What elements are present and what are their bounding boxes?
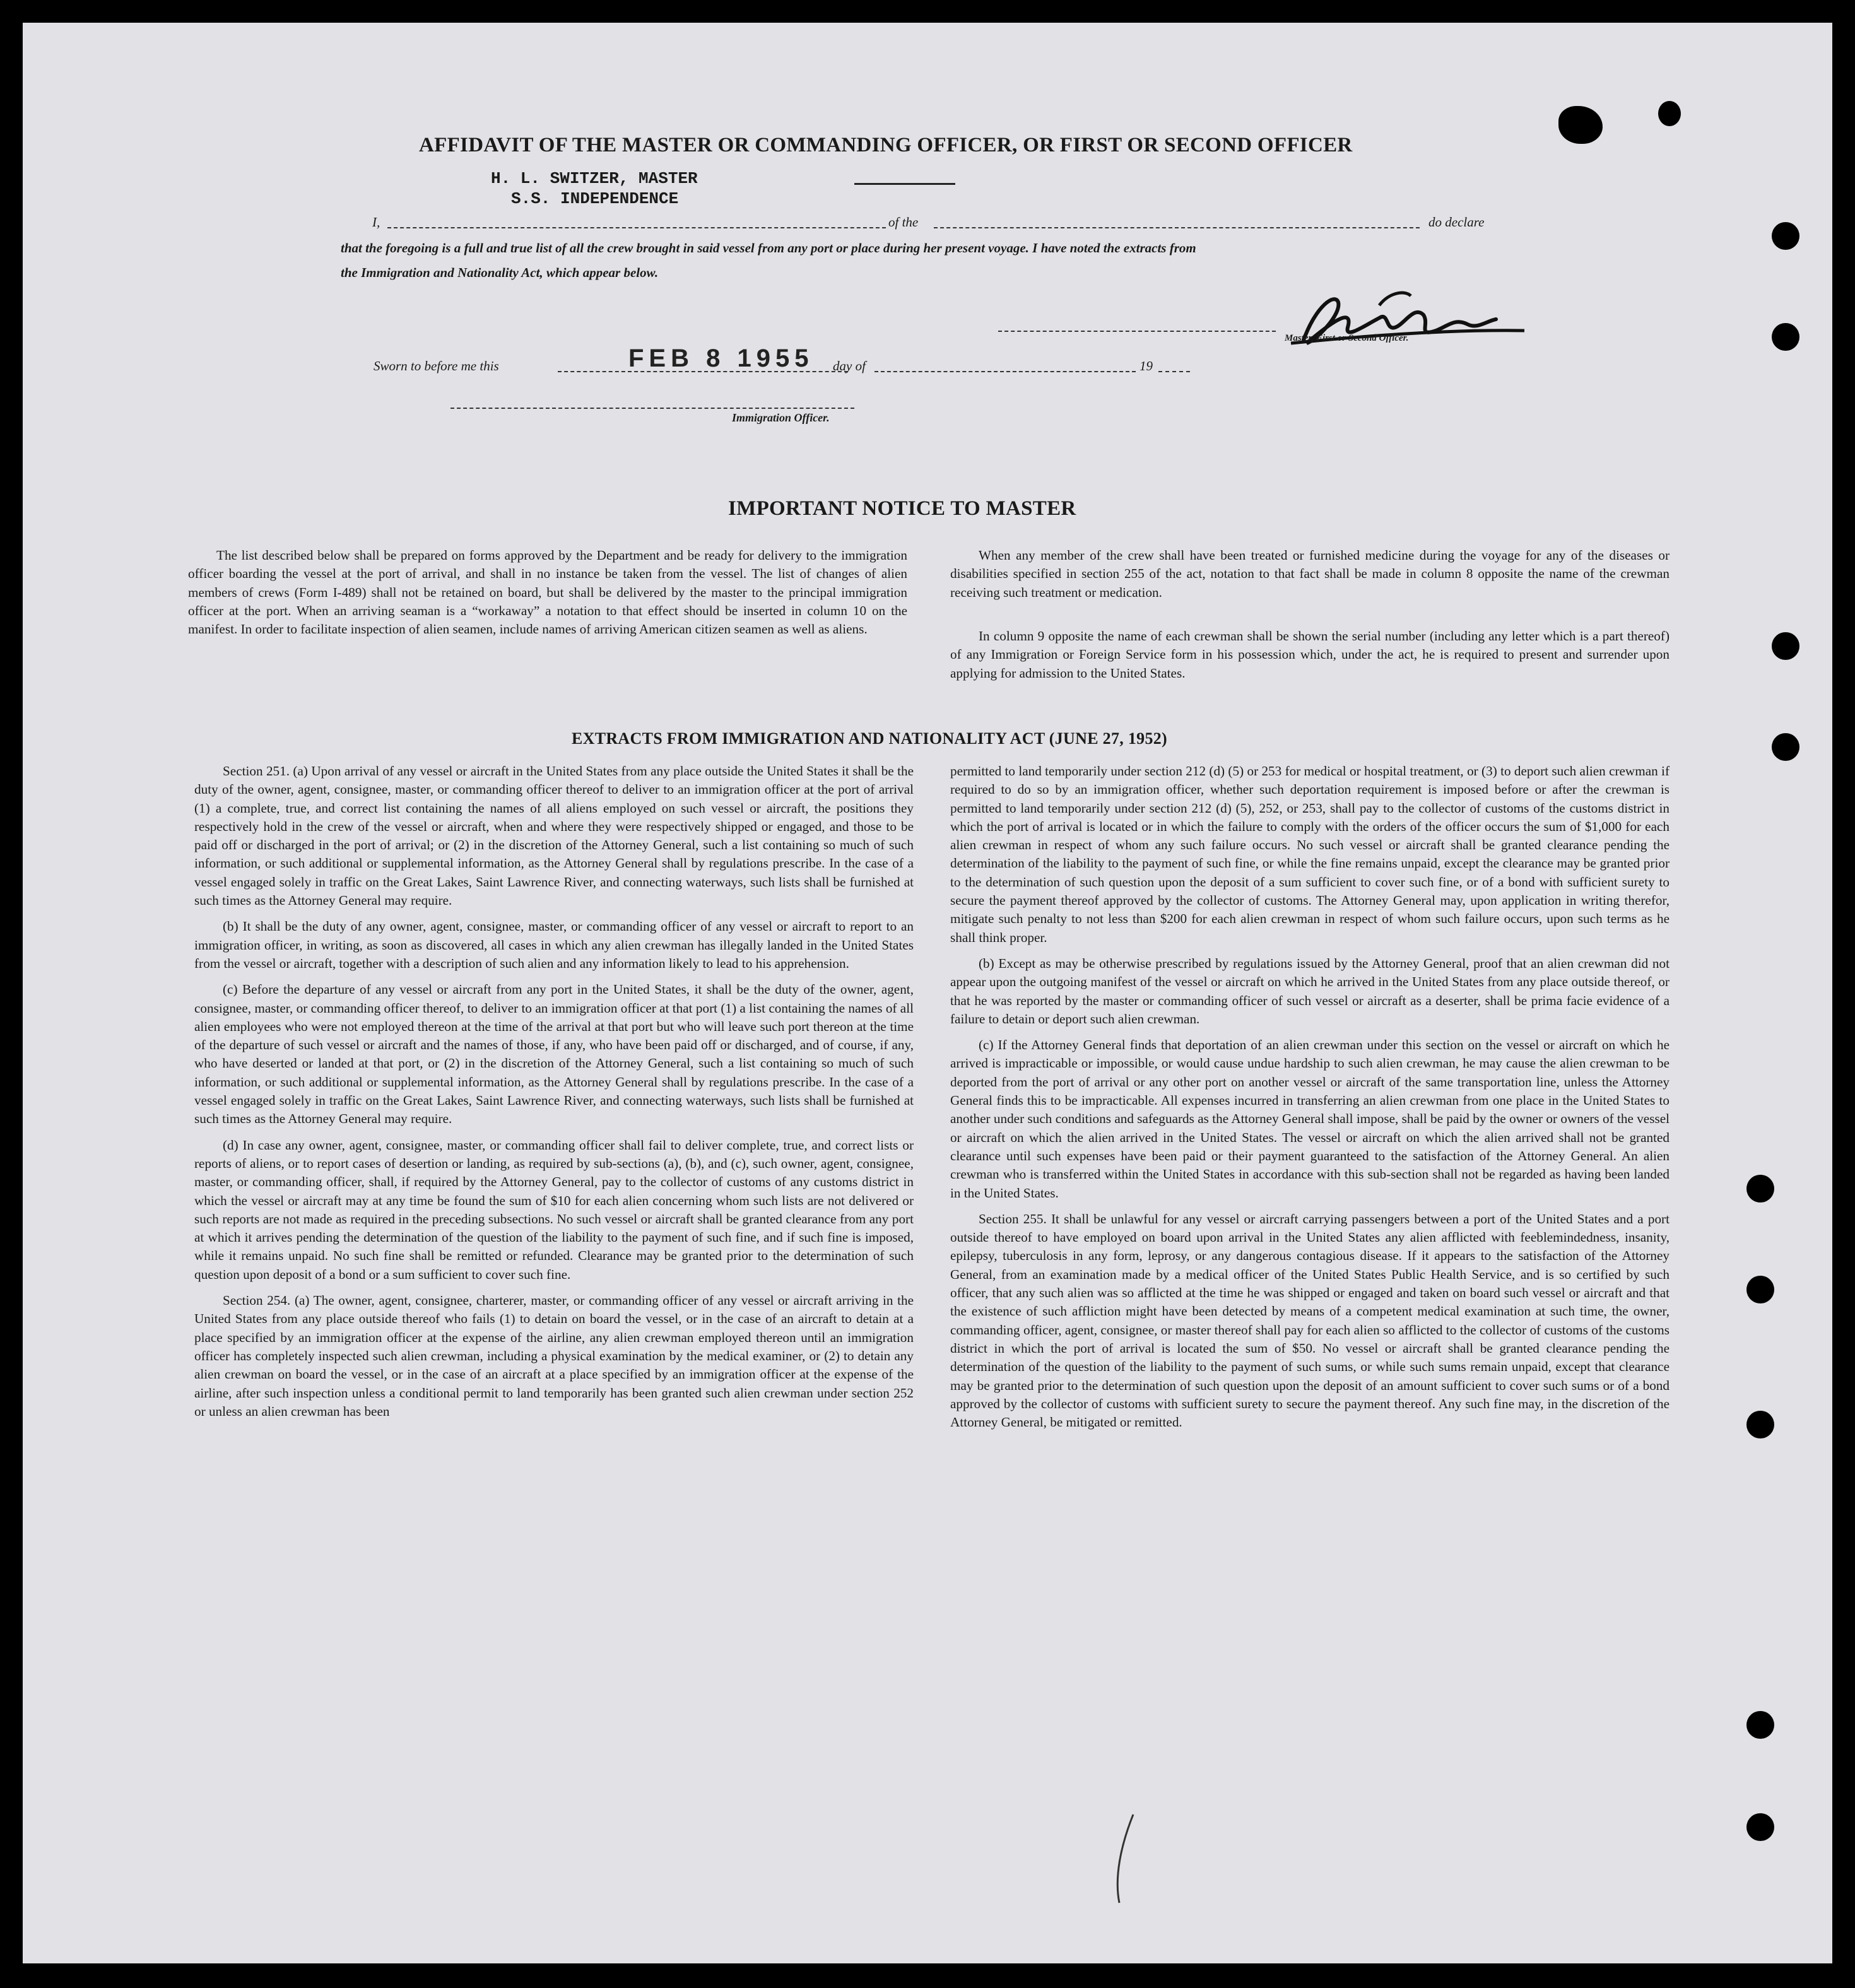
signer-caption: Master, First or Second Officer.	[1285, 333, 1409, 343]
affidavit-title: AFFIDAVIT OF THE MASTER OR COMMANDING OFFICER, OR FIRST OR SECOND OFFICER	[419, 134, 1353, 156]
punch-hole	[1746, 1276, 1774, 1303]
notice-title: IMPORTANT NOTICE TO MASTER	[728, 497, 1076, 520]
signature-rule	[854, 183, 955, 185]
date-stamp: FEB 8 1955	[628, 344, 814, 372]
signature-blank	[998, 331, 1276, 332]
declaration-line-1: that the foregoing is a full and true list of all the crew brought in said vessel from any port or place during her present voyage. I have noted the extracts from	[341, 240, 1196, 256]
section-255: Section 255. It shall be unlawful for any vessel or aircraft carrying passengers between a port of the United States and a port outside thereof to have employed on board upon arrival in the United States any alien afflicted with feeblemindedness, insanity, epilepsy, tuberculosis in any form, leprosy, or any dangerous contagious disease. If it appears to the satisfaction of the Attorney General, from an examination made by a medical officer of the United States Public Health Service, and is so certified by such officer, that any such alien was so afflicted at the time he was shipped or engaged and taken on board such vessel or aircraft and that the existence of such affliction might have been detected by means of a competent medical examination at such time, the owner, commanding officer, agent, consignee, or master thereof shall pay for each alien so afflicted to the collector of customs of the customs district in which the port of arrival is located the sum of $50. No vessel or aircraft shall be granted clearance pending the determination of the question of the liability to the payment of such sums, or while such sums remain unpaid, except that clearance may be granted prior to the determination of such question upon the deposit of an amount sufficient to cover such sums or of a bond approved by the collector of customs with sufficient surety to secure the payment thereof. Any such fine may, in the discretion of the Attorney General, be mitigated or remitted.	[950, 1211, 1670, 1430]
month-blank	[874, 371, 1136, 372]
section-251-c: (c) Before the departure of any vessel or aircraft from any port in the United States, it shall be the duty of the owner, agent, consignee, master, or commanding officer thereof, to deliver to an immigration officer at that port (1) a list containing the names of all alien employees who were not employed thereon at the time of the arrival at that port but who will leave such port thereon at the time of the departure of such vessel or aircraft and the names of those, if any, who have been paid off or discharged, and of course, if any, who have deserted or landed at that port, or (2) in the discretion of the Attorney General, such a list containing so much of such information, or such additional or supplemental information, as the Attorney General shall by regulations prescribe. In the case of a vessel engaged solely in traffic on the Great Lakes, Saint Lawrence River, and connecting waterways, such lists shall be furnished at such times as the Attorney General may require.	[194, 982, 914, 1127]
punch-hole	[1746, 1711, 1774, 1739]
year-blank	[1158, 371, 1190, 372]
typed-vessel-name: S.S. INDEPENDENCE	[511, 189, 679, 208]
year-label: 19	[1140, 358, 1153, 373]
extracts-left-column	[194, 762, 914, 1421]
section-254-b: (b) Except as may be otherwise prescribed by regulations issued by the Attorney General, proof that an alien crewman did not appear upon the outgoing manifest of the vessel or aircraft on which he arrived in the United States from any place outside thereof, or that he was reported by the master or commanding officer of such vessel or aircraft as a deserter, shall be prima facie evidence of a failure to detain or deport such alien crewman.	[950, 955, 1670, 1026]
vessel-blank	[934, 227, 1420, 228]
handwritten-signature	[1278, 280, 1531, 362]
of-the-label: of the	[888, 215, 919, 230]
punch-hole	[1746, 1175, 1774, 1203]
section-251-b: (b) It shall be the duty of any owner, agent, consignee, master, or commanding officer of any vessel or aircraft to report to an immigration officer, in writing, as soon as discovered, all cases in which any alien crewman has illegally landed in the United States from the vessel or aircraft, together with a description of such alien and any information likely to lead to his apprehension.	[194, 919, 914, 971]
punch-hole	[1772, 222, 1799, 250]
section-251-a: Section 251. (a) Upon arrival of any vessel or aircraft in the United States from any place outside the United States it shall be the duty of the owner, agent, consignee, master, or commanding officer thereof to deliver to an immigration officer at the port of arrival (1) a complete, true, and correct list containing the names of all aliens employed on such vessel or aircraft, the positions they respectively hold in the crew of the vessel or aircraft, when and where they were respectively shipped or engaged, and those to be paid off or discharged in the port of arrival; or (2) in the discretion of the Attorney General, such a list containing so much of such information, or such additional or supplemental information, as the Attorney General shall by regulations prescribe. In the case of a vessel engaged solely in traffic on the Great Lakes, Saint Lawrence River, and connecting waterways, such lists shall be furnished at such times as the Attorney General may require.	[194, 763, 914, 909]
section-254-a-continued: permitted to land temporarily under section 212 (d) (5) or 253 for medical or hospital treatment, or (3) to deport such alien crewman if required to do so by an immigration officer, whether such deportation requirement is imposed before or after the crewman is permitted to land temporarily under section 212 (d) (5), 252, or 253, shall pay to the collector of customs of the customs district in which the port of arrival is located or in which the failure to comply with the orders of the officer occurs the sum of $1,000 for each alien crewman in respect of whom any such failure occurs. No such vessel or aircraft shall be granted clearance pending the determination of the liability to the payment of such fine, or while the fine remains unpaid, except the clearance may be granted prior to the determination of such question upon the deposit of a sum sufficient to cover such fine, or of a bond with sufficient surety to secure the payment thereof approved by the collector of customs. The Attorney General may, upon application in writing therefor, mitigate such penalty to not less than $200 for each alien crewman in respect of whom such failure occurs, upon such terms as he shall think proper.	[950, 763, 1670, 945]
punch-hole	[1746, 1411, 1774, 1438]
punch-hole	[1746, 1813, 1774, 1841]
declaration-line-2: the Immigration and Nationality Act, which appear below.	[341, 265, 659, 280]
pen-stroke-mark	[1108, 1808, 1146, 1909]
extracts-right-column	[950, 762, 1670, 1432]
day-of-label: day of	[833, 358, 866, 373]
notice-left-paragraph: The list described below shall be prepared on forms approved by the Department and be ready for delivery to the immigration officer boarding the vessel at the port of arrival, and shall in no instance be taken from the vessel. The list of changes of alien members of crews (Form I-489) shall not be retained on board, but shall be delivered by the master to the principal immigration officer at the port. When an arriving seaman is a “workaway” a notation to that effect should be inserted in column 10 on the manifest. In order to facilitate inspection of alien seamen, include names of arriving American citizen seamen as well as aliens.	[188, 548, 907, 637]
punch-hole	[1772, 323, 1799, 351]
document-page	[23, 23, 1832, 1963]
sworn-label: Sworn to before me this	[374, 358, 499, 373]
extracts-title: EXTRACTS FROM IMMIGRATION AND NATIONALITY ACT (JUNE 27, 1952)	[572, 729, 1168, 748]
typed-master-name: H. L. SWITZER, MASTER	[491, 169, 698, 188]
punch-hole	[1772, 733, 1799, 761]
notice-right-paragraph-2: In column 9 opposite the name of each crewman shall be shown the serial number (including any letter which is a part thereof) of any Immigration or Foreign Service form in his possession which, under the act, he is required to present and surrender upon applying for admission to the United States.	[950, 628, 1670, 681]
ink-blot	[1658, 101, 1681, 126]
officer-signature-blank	[450, 408, 854, 409]
section-254-a: Section 254. (a) The owner, agent, consignee, charterer, master, or commanding officer of any vessel or aircraft arriving in the United States from any place outside thereof who fails (1) to detain on board the vessel, or in the case of an aircraft to detain at a place specified by an immigration officer at the expense of the airline, any alien crewman employed thereon until an immigration officer has completely inspected such alien crewman, including a physical examination by the medical examiner, or (2) to detain any alien crewman on board the vessel, or in the case of an aircraft at a place specified by an immigration officer at the expense of the airline, after such inspection unless a conditional permit to land temporarily has been granted such alien crewman under section 252 or unless an alien crewman has been	[194, 1293, 914, 1419]
do-declare-label: do declare	[1428, 215, 1485, 230]
section-254-c: (c) If the Attorney General finds that deportation of an alien crewman under this section on the vessel or aircraft on which he arrived is impracticable or impossible, or would cause undue hardship to such alien crewman, he may cause the alien crewman to be deported from the port of arrival or any other port on another vessel or aircraft of the same transportation line, unless the Attorney General finds this to be impracticable. All expenses incurred in transferring an alien crewman from one place in the United States to another under such conditions and safeguards as the Attorney General shall impose, shall be paid by the owner or owners of the vessel or aircraft on which the alien arrived in the United States. The vessel or aircraft on which the alien arrived shall not be granted clearance until such expenses have been paid or their payment guaranteed to the satisfaction of the Attorney General. An alien crewman who is transferred within the United States in accordance with this sub-section shall not be regarded as having been landed in the United States.	[950, 1037, 1670, 1201]
notice-right-paragraph-1: When any member of the crew shall have been treated or furnished medicine during the voyage for any of the diseases or disabilities specified in section 255 of the act, notation to that fact shall be made in column 8 opposite the name of the crewman receiving such treatment or medication.	[950, 548, 1670, 600]
punch-hole	[1772, 632, 1799, 660]
name-blank	[387, 227, 886, 228]
officer-caption: Immigration Officer.	[732, 411, 830, 424]
line-i-label: I,	[372, 215, 380, 230]
section-251-d: (d) In case any owner, agent, consignee, master, or commanding officer shall fail to deliver complete, true, and correct lists or reports of aliens, or to report cases of desertion or landing, as required by sub-sections (a), (b), and (c), such owner, agent, consignee, master, or commanding officer, shall, if required by the Attorney General, pay to the collector of customs of any customs district in which the vessel or aircraft may at any time be found the sum of $10 for each alien concerning whom such lists are not delivered or such reports are not made as required in the preceding subsections. No such vessel or aircraft shall be granted clearance from any port at which it arrives pending the determination of the question of the liability to the payment of such fine, and if such fine is imposed, while it remains unpaid. No such fine shall be remitted or refunded. Clearance may be granted prior to the determination of such question upon deposit of a bond or a sum sufficient to cover such fine.	[194, 1137, 914, 1282]
